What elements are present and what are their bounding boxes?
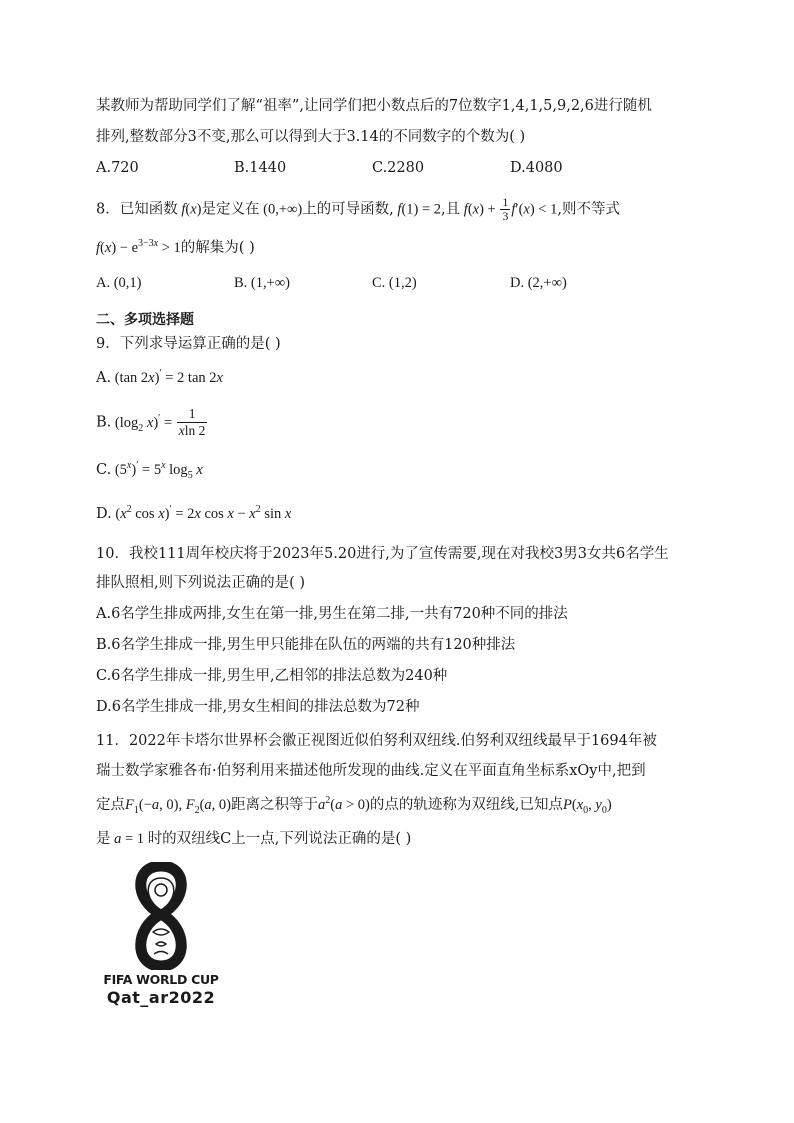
q10-line2: 排队照相,则下列说法正确的是( ): [96, 575, 306, 591]
world-cup-emblem-icon: [96, 862, 226, 970]
q7-option-d: D.4080: [510, 160, 563, 176]
q10-option-c: C.6名学生排成一排,男生甲,乙相邻的排法总数为240种: [96, 668, 448, 684]
logo-text-fifa-world-cup: FIFA WORLD CUP: [103, 972, 219, 987]
q11-line1: 11．2022年卡塔尔世界杯会徽正视图近似伯努利双纽线.伯努利双纽线最早于1694年被: [96, 733, 657, 749]
q7-option-b: B.1440: [234, 160, 287, 176]
q8-mid1: 是定义在: [201, 201, 260, 218]
q8-prefix: 8．已知函数: [96, 201, 178, 218]
q7-line1: 某教师为帮助同学们了解“祖率”,让同学们把小数点后的7位数字1,4,1,5,9,2,6进行随机: [96, 98, 652, 114]
q10-option-d: D.6名学生排成一排,男女生相间的排法总数为72种: [96, 699, 420, 715]
section-heading-multiple-choice: 二、多项选择题: [96, 312, 194, 328]
q8-tail: 的解集为( ): [180, 240, 255, 256]
q8-line2: $f(x) - e^{3-3x} > 1$的解集为( ): [96, 238, 255, 256]
q10-line1: 10．我校111周年校庆将于2023年5.20进行,为了宣传需要,现在对我校3男3女共6名学生: [96, 546, 669, 562]
q9-option-c: C. $(5^x)' = 5^x$ $\log_5 x$: [96, 460, 203, 481]
fifa-world-cup-logo: [96, 862, 226, 1012]
q8-option-c: C. (1,2): [372, 275, 417, 291]
q8-option-a: A. (0,1): [96, 275, 142, 291]
q11-line4: 是 a = 1 时的双纽线C上一点,下列说法正确的是( ): [96, 831, 412, 847]
q9-option-d: D. ($x^2$ cos x)′ = 2x $\cos x - x^2$ sin x: [96, 504, 292, 522]
q11-line2: 瑞士数学家雅各布·伯努利用来描述他所发现的曲线.定义在平面直角坐标系xOy中,把到: [96, 763, 646, 779]
q8-mid4: ,则不等式: [557, 201, 620, 218]
q10-option-b: B.6名学生排成一排,男生甲只能排在队伍的两端的共有120种排法: [96, 637, 516, 653]
q10-option-a: A.6名学生排成两排,女生在第一排,男生在第二排,一共有720种不同的排法: [96, 606, 568, 622]
q9-option-b: B. ($\log_2$ x)′ = $\frac{1}{xln 2}$: [96, 406, 206, 438]
q8-mid3: ,且: [441, 201, 461, 218]
q8-line1: 8．已知函数 f(x)是定义在 (0,+∞)上的可导函数, f(1) = 2,且 f(x) + $\frac{1}{3}$ f′(x) < 1,则不等式: [96, 195, 620, 223]
q8-option-b: B. (1,+∞): [234, 275, 290, 291]
q9-option-a: A. (tan 2x)′ = 2 tan 2x: [96, 368, 223, 386]
q8-fraction-one-third: $\frac{1}{3}$: [502, 195, 509, 223]
q8-fx: f: [177, 201, 186, 218]
q7-option-c: C.2280: [372, 160, 425, 176]
q7-option-a: A.720: [96, 160, 139, 176]
logo-text-qatar-2022: Qat_ar2022: [106, 988, 216, 1007]
q8-option-d: D. (2,+∞): [510, 275, 567, 291]
q9-stem: 9．下列求导运算正确的是( ): [96, 336, 281, 352]
q8-mid2: 上的可导函数,: [302, 201, 394, 218]
q7-line2: 排列,整数部分3不变,那么可以得到大于3.14的不同数字的个数为( ): [96, 129, 526, 145]
q11-line3: 定点$F_1(-a$, 0), $F_2(a$, 0)距离之积等于$a^2(a > 0)$的点的轨迹称为双纽线,已知点$P(x_0$, $y_0$): [96, 795, 612, 816]
